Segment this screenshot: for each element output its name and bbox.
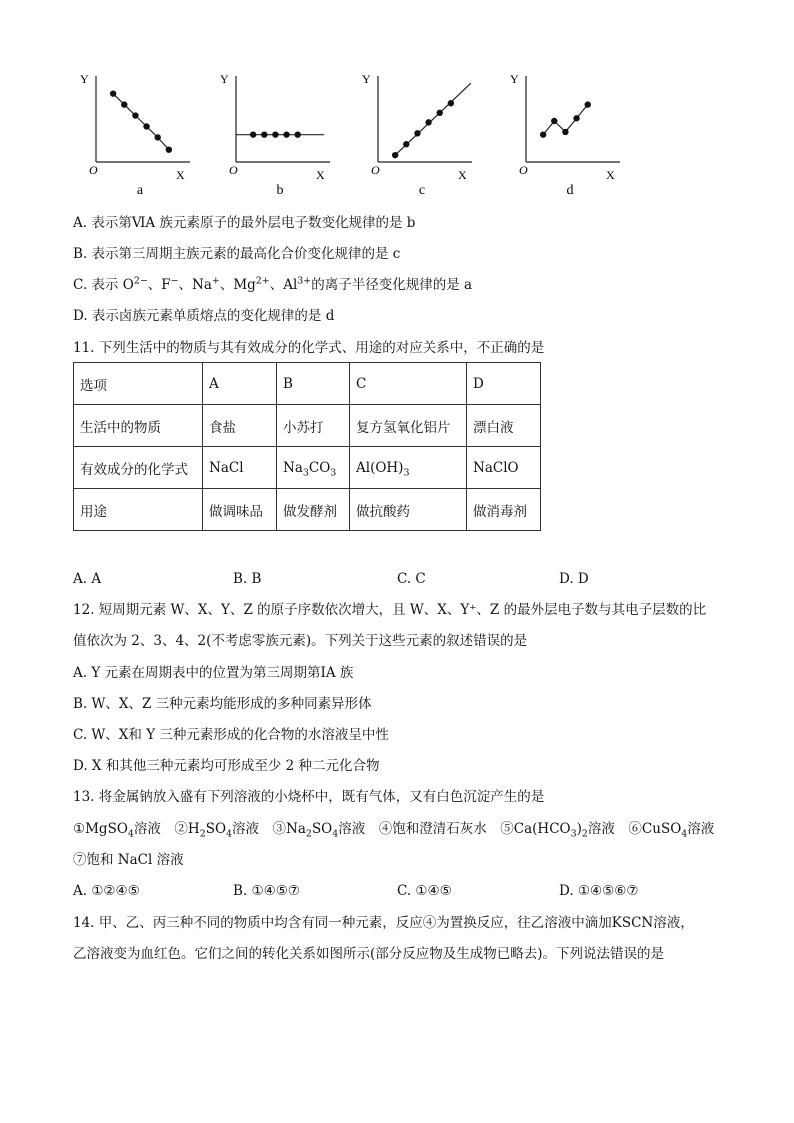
series-line [113, 94, 169, 150]
q12-stem-line2: 值依次为 2、3、4、2(不考虑零族元素)。下列关于这些元素的叙述错误的是 [73, 633, 528, 649]
x-axis-label: X [176, 168, 185, 182]
x-axis-label: X [316, 168, 325, 182]
chart-d [500, 62, 640, 202]
data-point [250, 131, 256, 137]
q10-option-a: A. 表示第ⅥA 族元素原子的最外层电子数变化规律的是 b [73, 215, 416, 231]
q13-option-d[interactable]: D. ①④⑤⑥⑦ [559, 883, 639, 899]
table-cell: C [350, 363, 467, 405]
chart-label: a [136, 183, 144, 198]
table-row [74, 405, 541, 447]
q11-option-c[interactable]: C. C [397, 571, 426, 587]
data-point [551, 118, 557, 124]
table-cell: 做抗酸药 [350, 489, 467, 531]
q11-table [73, 362, 541, 531]
chart-label: b [276, 183, 284, 198]
data-point [155, 134, 161, 140]
table-cell: 漂白液 [467, 405, 541, 447]
data-point [414, 130, 420, 136]
q11-option-d[interactable]: D. D [559, 571, 589, 587]
data-point [283, 131, 289, 137]
q11-option-b[interactable]: B. B [233, 571, 262, 587]
q13-stem: 13. 将金属钠放入盛有下列溶液的小烧杯中，既有气体，又有白色沉淀产生的是 [73, 789, 545, 805]
data-point [403, 141, 409, 147]
data-point [573, 115, 579, 121]
q13-option-c[interactable]: C. ①④⑤ [397, 883, 452, 899]
q14-stem-line2: 乙溶液变为血红色。它们之间的转化关系如图所示(部分反应物及生成物已略去)。下列说法错误的是 [73, 946, 665, 962]
table-cell: 小苏打 [277, 405, 350, 447]
x-axis-label: X [606, 168, 615, 182]
q14-stem-line1: 14. 甲、乙、丙三种不同的物质中均含有同一种元素，反应④为置换反应，往乙溶液中滴加KSCN溶液， [73, 915, 694, 931]
table-cell: NaCl [203, 447, 277, 489]
data-point [437, 110, 443, 116]
q12-option-c: C. W、X和 Y 三种元素形成的化合物的水溶液呈中性 [73, 727, 389, 743]
origin-label: O [89, 163, 98, 177]
table-cell: 用途 [74, 489, 203, 531]
chart-a [70, 62, 210, 202]
q10-option-c: C. 表示 $O^{2-}$、F−、Na+、$Mg^{2+}$、$Al^{3+}$的离子半径变化规律的是 a [73, 275, 473, 293]
chart-b [210, 62, 350, 202]
y-axis-label: Y [510, 72, 519, 86]
data-point [562, 129, 568, 135]
q11-stem: 11. 下列生活中的物质与其有效成分的化学式、用途的对应关系中，不正确的是 [73, 340, 545, 356]
table-cell: 做调味品 [203, 489, 277, 531]
data-point [261, 131, 267, 137]
data-point [448, 100, 454, 106]
table-row [74, 489, 541, 531]
q10-charts [70, 62, 630, 202]
data-point [166, 147, 172, 153]
table-cell: 做发酵剂 [277, 489, 350, 531]
data-point [585, 101, 591, 107]
y-axis-label: Y [362, 72, 371, 86]
q13-option-a[interactable]: A. ①②④⑤ [73, 883, 140, 899]
table-cell: $Na_3CO_3$ [277, 447, 350, 489]
table-cell: A [203, 363, 277, 405]
y-axis-label: Y [80, 72, 89, 86]
data-point [392, 152, 398, 158]
origin-label: O [519, 163, 528, 177]
chart-c [352, 62, 492, 202]
q12-option-d: D. X 和其他三种元素均可形成至少 2 种二元化合物 [73, 758, 380, 774]
q12-stem-line1: 12. 短周期元素 W、X、Y、Z 的原子序数依次增大，且 W、X、Y⁺、Z 的最外层电子数与其电子层数的比 [73, 602, 707, 618]
chart-label: d [566, 183, 574, 198]
table-cell: NaClO [467, 447, 541, 489]
q10-option-b: B. 表示第三周期主族元素的最高化合价变化规律的是 c [73, 246, 401, 262]
origin-label: O [229, 163, 238, 177]
data-point [143, 123, 149, 129]
table-cell: $Al(OH)_3$ [350, 447, 467, 489]
table-cell: 选项 [74, 363, 203, 405]
chart-label: c [418, 183, 426, 198]
q11-option-a[interactable]: A. A [73, 571, 102, 587]
chart-svg [70, 62, 210, 202]
q13-items-line2: ⑦饱和 NaCl 溶液 [73, 852, 184, 868]
table-cell: 复方氢氧化铝片 [350, 405, 467, 447]
data-point [540, 131, 546, 137]
q12-option-a: A. Y 元素在周期表中的位置为第三周期第ⅠA 族 [73, 665, 354, 681]
q10-option-d: D. 表示卤族元素单质熔点的变化规律的是 d [73, 308, 335, 324]
data-point [425, 119, 431, 125]
data-point [121, 101, 127, 107]
table-cell: D [467, 363, 541, 405]
y-axis-label: Y [220, 72, 229, 86]
chart-svg [352, 62, 492, 202]
q12-option-b: B. W、X、Z 三种元素均能形成的多种同素异形体 [73, 696, 372, 712]
table-cell: 生活中的物质 [74, 405, 203, 447]
table-cell: 做消毒剂 [467, 489, 541, 531]
table-cell: 有效成分的化学式 [74, 447, 203, 489]
data-point [272, 131, 278, 137]
data-point [295, 131, 301, 137]
table-row [74, 447, 541, 489]
chart-svg [500, 62, 640, 202]
q13-items-line1: ①MgSO$_4$溶液 $②H_2SO_4$溶液 $③Na_2SO_4$溶液 ④饱和澄清石灰水 $⑤Ca(HCO_3)_2$溶液 ⑥CuSO$_4$溶液 [73, 821, 715, 840]
x-axis-label: X [458, 168, 467, 182]
table-cell: B [277, 363, 350, 405]
data-point [132, 112, 138, 118]
table-row [74, 363, 541, 405]
origin-label: O [371, 163, 380, 177]
data-point [110, 90, 116, 96]
table-cell: 食盐 [203, 405, 277, 447]
q13-option-b[interactable]: B. ①④⑤⑦ [233, 883, 300, 899]
chart-svg [210, 62, 350, 202]
